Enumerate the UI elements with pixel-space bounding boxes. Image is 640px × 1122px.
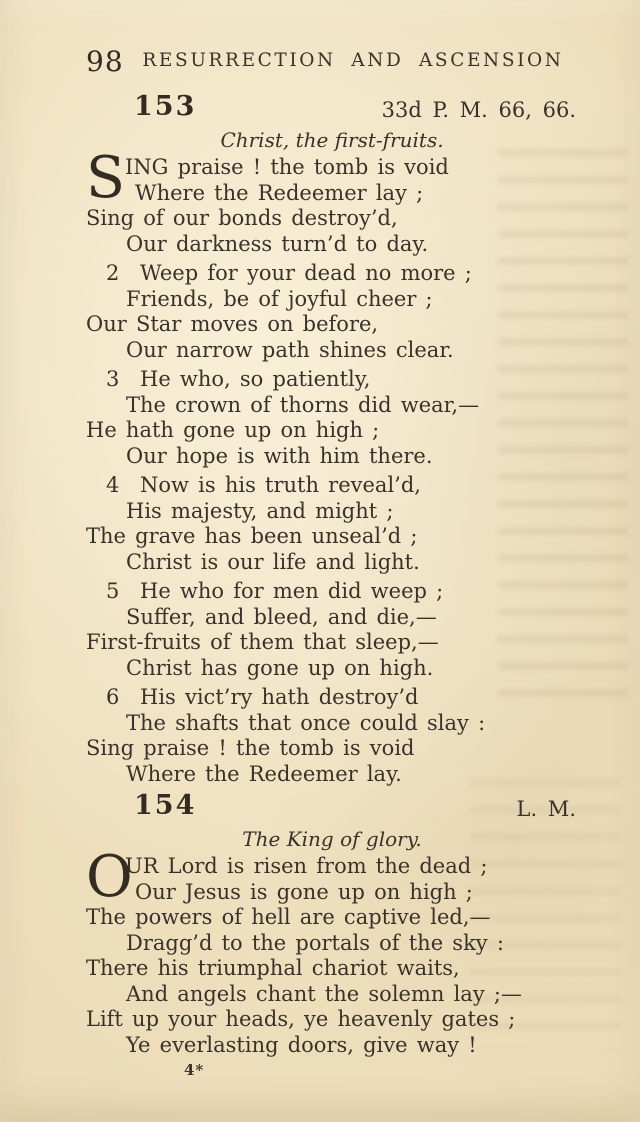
hymn-154 — [86, 792, 578, 1058]
hymn-number: 153 — [134, 91, 197, 122]
hymn-line: ING praise ! the tomb is void — [125, 155, 449, 179]
page-number: 98 — [86, 45, 124, 78]
hymn-verse — [86, 261, 578, 363]
hymn-line — [86, 685, 578, 711]
hymn-meter: L. M. — [516, 797, 576, 821]
verse-number: 3 — [106, 367, 120, 391]
hymn-line: The powers of hell are captive led,— — [86, 905, 491, 929]
page-content — [86, 0, 578, 1079]
hymn-line: Our Star moves on before, — [86, 312, 379, 336]
running-head — [86, 45, 578, 88]
hymn-heading — [86, 93, 578, 127]
hymn-line: Christ is our life and light. — [126, 549, 420, 574]
hymn-line: He hath gone up on high ; — [86, 418, 380, 442]
verse-text: Now is his truth reveal’d, — [140, 473, 421, 497]
hymn-line: Where the Redeemer lay. — [126, 761, 402, 786]
hymn-line: There his triumphal chariot waits, — [86, 956, 460, 980]
verse-number: 6 — [106, 685, 120, 709]
hymn-line: Our narrow path shines clear. — [126, 337, 454, 362]
hymn-subtitle: Christ, the first-fruits. — [220, 128, 444, 152]
hymn-verse — [86, 579, 578, 681]
drop-cap: O — [86, 844, 133, 910]
hymn-line: Our hope is with him there. — [126, 443, 433, 468]
drop-cap: S — [86, 145, 126, 211]
hymn-line — [86, 367, 578, 393]
hymn-heading — [86, 792, 578, 826]
hymn-line — [86, 579, 578, 605]
hymn-subtitle: The King of glory. — [242, 827, 422, 851]
hymn-number: 154 — [134, 790, 197, 821]
hymn-line — [86, 261, 578, 287]
hymn-line: The grave has been unseal’d ; — [86, 524, 418, 548]
hymn-line: The crown of thorns did wear,— — [126, 392, 480, 417]
hymn-153 — [86, 93, 578, 787]
hymn-verse — [86, 367, 578, 469]
verse-text: His vict’ry hath destroy’d — [140, 685, 419, 709]
hymn-line: Friends, be of joyful cheer ; — [126, 286, 433, 311]
hymn-line: The shafts that once could slay : — [126, 710, 486, 735]
verse-number: 2 — [106, 261, 120, 285]
verse-number: 4 — [106, 473, 120, 497]
hymn-opening-verse — [86, 145, 578, 211]
hymn-line: Our darkness turn’d to day. — [126, 231, 429, 256]
verse-text: Weep for your dead no more ; — [140, 261, 472, 285]
hymn-line: Our Jesus is gone up on high ; — [135, 879, 473, 904]
hymn-line: Where the Redeemer lay ; — [135, 180, 424, 205]
hymn-line: Ye everlasting doors, give way ! — [126, 1032, 477, 1057]
hymn-line: Lift up your heads, ye heavenly gates ; — [86, 1007, 516, 1031]
hymn-opening-verse — [86, 844, 578, 910]
signature-mark: 4* — [184, 1061, 205, 1079]
verse-text: He who, so patiently, — [140, 367, 371, 391]
hymn-line: Christ has gone up on high. — [126, 655, 434, 680]
verse-number: 5 — [106, 579, 120, 603]
hymn-line: UR Lord is risen from the dead ; — [125, 854, 488, 878]
hymn-line: Suffer, and bleed, and die,— — [126, 604, 437, 629]
hymn-line: And angels chant the solemn lay ;— — [126, 981, 522, 1006]
hymn-line: First-fruits of them that sleep,— — [86, 630, 439, 654]
hymn-line — [86, 473, 578, 499]
verse-text: He who for men did weep ; — [140, 579, 444, 603]
hymn-line: Sing praise ! the tomb is void — [86, 736, 415, 760]
running-header-title: RESURRECTION AND ASCENSION — [142, 50, 564, 71]
hymn-meter: 33d P. M. 66, 66. — [381, 98, 576, 122]
hymn-line: His majesty, and might ; — [126, 498, 394, 523]
hymn-verse — [86, 473, 578, 575]
hymn-line: Sing of our bonds destroy’d, — [86, 206, 398, 230]
hymn-verse — [86, 685, 578, 787]
hymn-line: Dragg’d to the portals of the sky : — [126, 930, 504, 955]
